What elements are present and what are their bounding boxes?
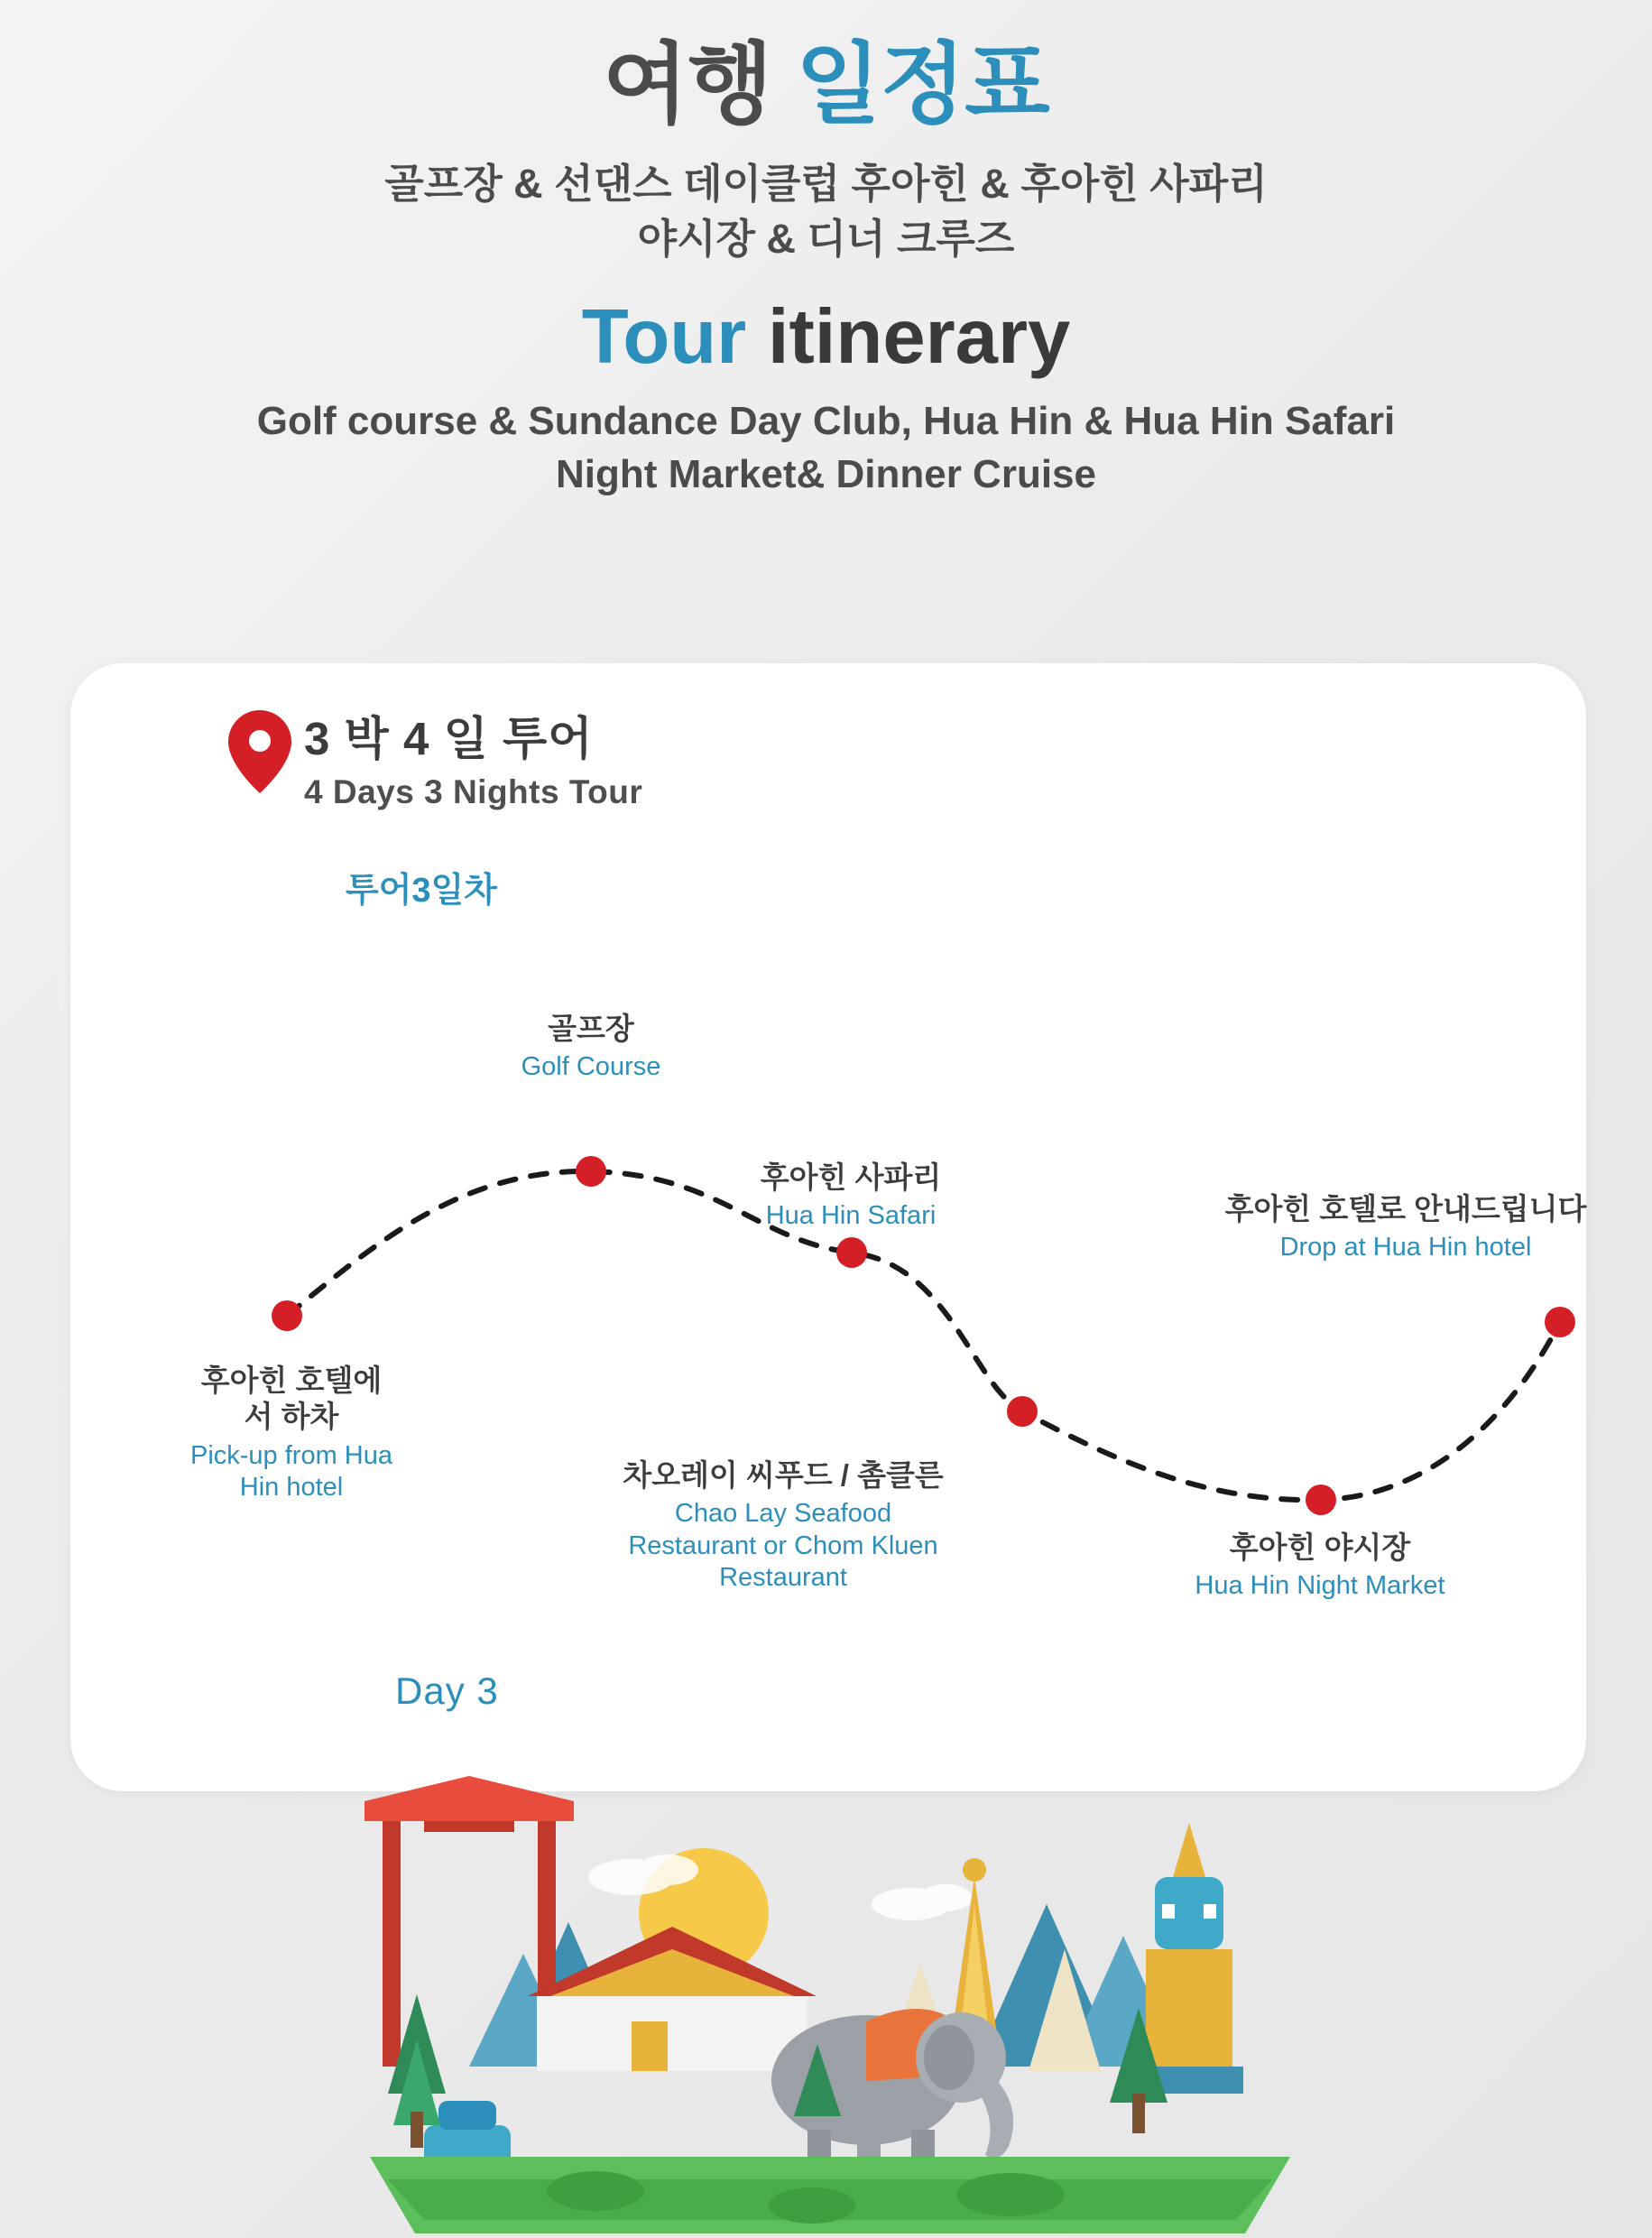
stop-label-english: Drop at Hua Hin hotel [1279, 1233, 1532, 1262]
route-dot [1306, 1484, 1336, 1515]
stop-label-dropoff [1203, 1191, 1609, 1264]
day-label-korean: 투어3일차 [346, 872, 497, 910]
page-subtitle-english [0, 394, 1652, 502]
itinerary-card [70, 663, 1586, 1791]
stop-label-english: Chao Lay Seafood Restaurant or Chom Kluen Restaurant [628, 1499, 938, 1592]
route-dot [272, 1300, 302, 1331]
page-title-korean-part2: 일정표 [795, 34, 1049, 134]
stop-label-korean: 후아힌 호텔에 서 하차 [200, 1364, 383, 1434]
tour-duration-korean: 3 박 4 일 투어 [304, 713, 594, 764]
page-title-korean-part1: 여행 [603, 34, 796, 134]
location-pin-icon [228, 710, 291, 793]
page-header [0, 0, 1652, 501]
stop-label-korean: 골프장 [548, 1012, 634, 1045]
stop-label-korean: 후아힌 야시장 [1229, 1531, 1411, 1564]
route-dot [1007, 1396, 1038, 1427]
tour-duration-block [228, 710, 642, 811]
tour-duration-texts [304, 710, 642, 811]
tour-duration-english: 4 Days 3 Nights Tour [304, 773, 643, 811]
page-title-english-part1: Tour [581, 294, 768, 381]
page-subtitle-english-line2: Night Market& Dinner Cruise [556, 451, 1096, 496]
stop-label-golf-course [456, 1011, 726, 1084]
stop-label-korean: 후아힌 사파리 [760, 1161, 942, 1194]
stop-label-pickup [147, 1363, 436, 1503]
page-subtitle-korean [0, 157, 1652, 267]
page-subtitle-korean-line2: 야시장 & 디너 크루즈 [637, 215, 1015, 262]
ground-platform [370, 2157, 1290, 2233]
day-label-english: Day 3 [395, 1669, 499, 1712]
stop-label-english: Pick-up from Hua Hin hotel [189, 1440, 392, 1502]
thailand-landmarks-illustration [0, 1769, 1652, 2238]
stop-label-restaurant [571, 1457, 995, 1594]
page-title-korean [0, 36, 1652, 134]
page-subtitle-korean-line1: 골프장 & 선댄스 데이클럽 후아힌 & 후아힌 사파리 [384, 160, 1268, 207]
stop-label-korean: 차오레이 씨푸드 / 촘클른 [623, 1458, 944, 1492]
stop-label-korean: 후아힌 호텔로 안내드립니다 [1224, 1192, 1587, 1225]
stop-label-english: Hua Hin Night Market [1195, 1571, 1445, 1601]
route-dot [576, 1156, 606, 1187]
page-title-english [0, 294, 1652, 381]
stop-label-safari [702, 1160, 1000, 1233]
route-dot [836, 1237, 867, 1268]
page-subtitle-english-line1: Golf course & Sundance Day Club, Hua Hin & Hua Hin Safari [256, 398, 1396, 443]
stop-label-english: Hua Hin Safari [765, 1201, 937, 1231]
route-dot [1545, 1307, 1575, 1337]
stop-label-english: Golf Course [521, 1052, 661, 1082]
page-title-english-part2: itinerary [767, 294, 1071, 381]
stop-label-night-market [1117, 1530, 1523, 1603]
